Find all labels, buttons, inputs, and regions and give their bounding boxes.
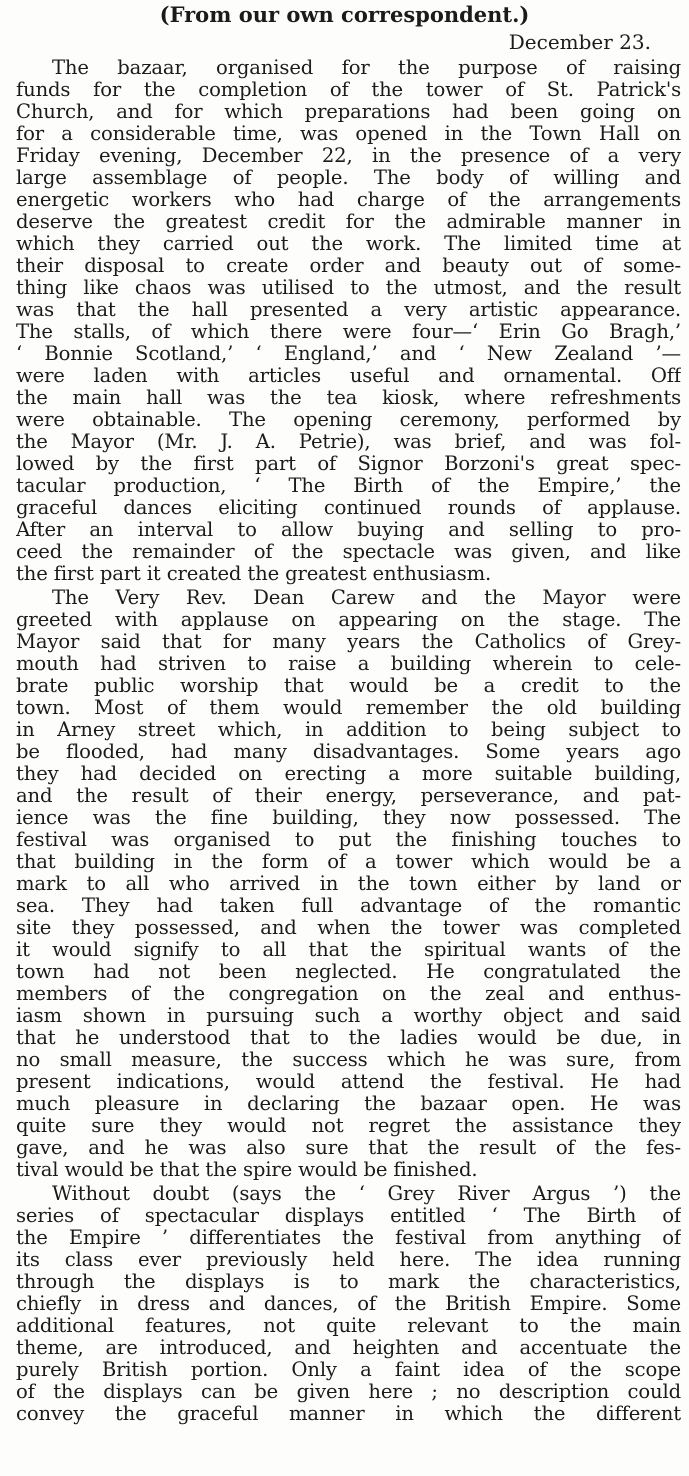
text-line: purely British portion. Only a faint idea of the scope xyxy=(16,1358,681,1381)
text-line: the Mayor (Mr. J. A. Petrie), was brief, and was fol- xyxy=(16,430,681,453)
text-line: convey the graceful manner in which the different xyxy=(16,1402,681,1425)
text-line: its class ever previously held here. The idea running xyxy=(16,1248,681,1271)
text-line: they had decided on erecting a more suitable building, xyxy=(16,762,681,785)
text-line: no small measure, the success which he was sure, from xyxy=(16,1048,681,1071)
text-line: town had not been neglected. He congratulated the xyxy=(16,960,681,983)
text-line: their disposal to create order and beauty out of some- xyxy=(16,254,681,277)
text-line: tival would be that the spire would be finished. xyxy=(16,1158,478,1181)
text-line: Mayor said that for many years the Catholics of Grey- xyxy=(16,630,681,653)
text-line: that he understood that to the ladies would be due, in xyxy=(16,1026,681,1049)
text-line: the Empire ’ differentiates the festival from anything of xyxy=(16,1226,681,1249)
text-line: funds for the completion of the tower of St. Patrick's xyxy=(16,78,681,101)
text-line: for a considerable time, was opened in the Town Hall on xyxy=(16,122,681,145)
text-line: Without doubt (says the ‘ Grey River Argus ’) the xyxy=(52,1182,681,1205)
text-line: the main hall was the tea kiosk, where refreshments xyxy=(16,386,681,409)
text-line: The stalls, of which there were four—‘ Erin Go Bragh,’ xyxy=(16,320,681,343)
text-line: iasm shown in pursuing such a worthy object and said xyxy=(16,1004,681,1027)
text-line: graceful dances eliciting continued rounds of applause. xyxy=(16,496,681,519)
text-line: ‘ Bonnie Scotland,’ ‘ England,’ and ‘ New Zealand ’— xyxy=(16,342,681,365)
text-line: was that the hall presented a very artistic appearance. xyxy=(16,298,681,321)
text-line: the first part it created the greatest enthusiasm. xyxy=(16,562,492,585)
text-line: and the result of their energy, perseverance, and pat- xyxy=(16,784,681,807)
text-line: in Arney street which, in addition to being subject to xyxy=(16,718,681,741)
text-line: members of the congregation on the zeal and enthus- xyxy=(16,982,681,1005)
text-line: were laden with articles useful and ornamental. Off xyxy=(16,364,681,387)
text-line: deserve the greatest credit for the admirable manner in xyxy=(16,210,681,233)
text-line: series of spectacular displays entitled ‘ The Birth of xyxy=(16,1204,681,1227)
text-line: town. Most of them would remember the old building xyxy=(16,696,681,719)
text-line: ceed the remainder of the spectacle was given, and like xyxy=(16,540,681,563)
text-line: mark to all who arrived in the town either by land or xyxy=(16,872,681,895)
text-line: much pleasure in declaring the bazaar open. He was xyxy=(16,1092,681,1115)
text-line: through the displays is to mark the characteristics, xyxy=(16,1270,681,1293)
text-line: theme, are introduced, and heighten and accentuate the xyxy=(16,1336,681,1359)
text-line: of the displays can be given here ; no description could xyxy=(16,1380,681,1403)
text-line: festival was organised to put the finishing touches to xyxy=(16,828,681,851)
text-line: Friday evening, December 22, in the presence of a very xyxy=(16,144,681,167)
text-line: tacular production, ‘ The Birth of the Empire,’ the xyxy=(16,474,681,497)
text-line: large assemblage of people. The body of willing and xyxy=(16,166,681,189)
text-line: chiefly in dress and dances, of the British Empire. Some xyxy=(16,1292,681,1315)
text-line: greeted with applause on appearing on the stage. The xyxy=(16,608,681,631)
text-line: be flooded, had many disadvantages. Some years ago xyxy=(16,740,681,763)
text-line: The Very Rev. Dean Carew and the Mayor were xyxy=(52,586,681,609)
text-line: energetic workers who had charge of the arrangements xyxy=(16,188,681,211)
dateline: December 23. xyxy=(508,30,651,54)
text-line: Church, and for which preparations had been going on xyxy=(16,100,681,123)
text-line: brate public worship that would be a credit to the xyxy=(16,674,681,697)
text-line: After an interval to allow buying and selling to pro- xyxy=(16,518,681,541)
text-line: present indications, would attend the festival. He had xyxy=(16,1070,681,1093)
text-line: that building in the form of a tower which would be a xyxy=(16,850,681,873)
text-line: lowed by the first part of Signor Borzoni's great spec- xyxy=(16,452,681,475)
text-line: which they carried out the work. The limited time at xyxy=(16,232,681,255)
text-line: were obtainable. The opening ceremony, performed by xyxy=(16,408,681,431)
text-line: quite sure they would not regret the assistance they xyxy=(16,1114,681,1137)
correspondent-heading: (From our own correspondent.) xyxy=(159,2,530,27)
text-line: The bazaar, organised for the purpose of raising xyxy=(52,56,681,79)
text-line: gave, and he was also sure that the result of the fes- xyxy=(16,1136,681,1159)
text-line: mouth had striven to raise a building wherein to cele- xyxy=(16,652,681,675)
text-line: thing like chaos was utilised to the utmost, and the result xyxy=(16,276,681,299)
text-line: it would signify to all that the spiritual wants of the xyxy=(16,938,681,961)
text-line: site they possessed, and when the tower was completed xyxy=(16,916,681,939)
text-line: additional features, not quite relevant to the main xyxy=(16,1314,681,1337)
text-line: sea. They had taken full advantage of the romantic xyxy=(16,894,681,917)
text-line: ience was the fine building, they now possessed. The xyxy=(16,806,681,829)
